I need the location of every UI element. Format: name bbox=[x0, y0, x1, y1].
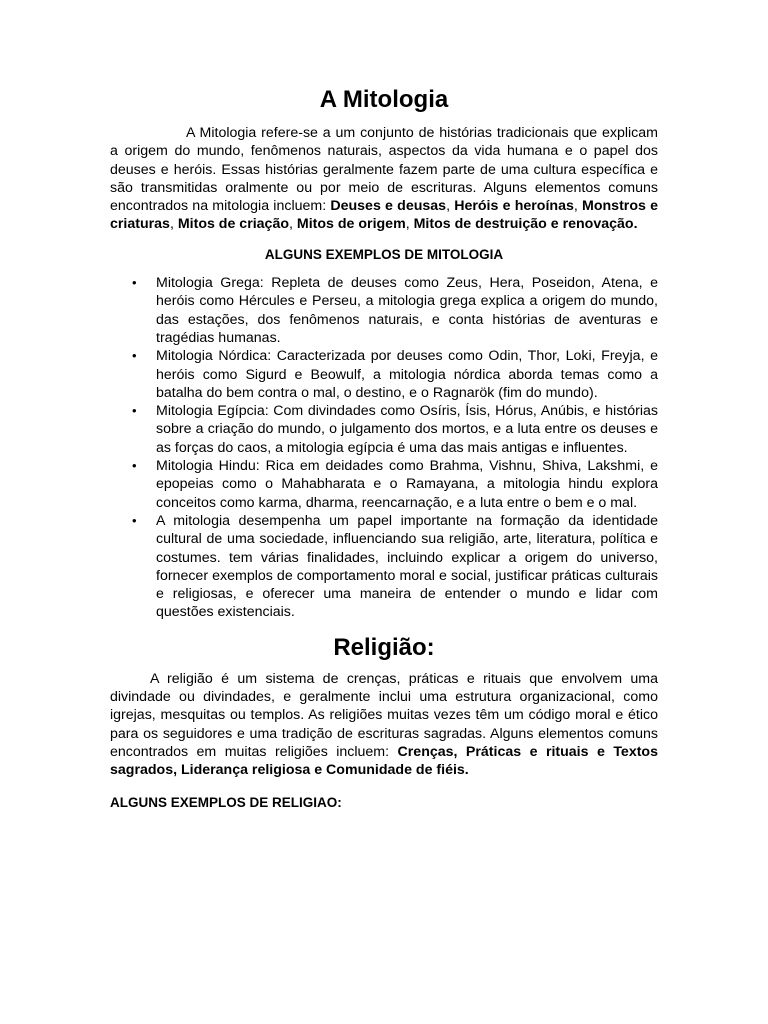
list-item bbox=[132, 402, 658, 457]
separator: , bbox=[573, 198, 583, 215]
separator: , bbox=[169, 216, 178, 233]
page-title: A Mitologia bbox=[319, 86, 449, 113]
element-mitos-criacao: Mitos de criação bbox=[177, 216, 290, 233]
separator: , bbox=[289, 216, 297, 233]
element-deuses: Deuses e deusas bbox=[330, 198, 447, 215]
list-item-text: Mitologia Hindu: Rica em deidades como Brahma, Vishnu, Shiva, Lakshmi, e epopeias como o Mahabharata e o Ramayana, a mitologia hindu explora conceitos como karma, dharma, reencarnação, e a luta entre o bem e o mal. bbox=[156, 458, 658, 511]
separator: , bbox=[446, 198, 455, 215]
list-item bbox=[132, 512, 658, 622]
mitologia-examples-list bbox=[110, 274, 658, 622]
element-herois: Heróis e heroínas bbox=[454, 198, 574, 215]
spacer bbox=[110, 622, 658, 632]
religiao-intro-paragraph bbox=[110, 670, 658, 780]
religiao-title: Religião: bbox=[333, 633, 435, 661]
religiao-examples-heading: ALGUNS EXEMPLOS DE RELIGIAO: bbox=[110, 794, 342, 810]
list-item bbox=[132, 457, 658, 512]
mitologia-examples-heading: ALGUNS EXEMPLOS DE MITOLOGIA bbox=[264, 246, 504, 262]
separator: , bbox=[405, 216, 414, 233]
bullet-icon: • bbox=[132, 275, 137, 291]
element-mitos-destruicao: Mitos de destruição e renovação. bbox=[413, 216, 638, 233]
mitologia-intro-paragraph bbox=[110, 124, 658, 234]
document-content bbox=[110, 84, 658, 812]
mitologia-intro-text: A Mitologia refere-se a um conjunto de histórias tradicionais que explicam a origem do mundo, fenômenos naturais, aspectos da vida humana e o papel dos deuses e heróis. Essas histórias geralmente fazem parte de uma cultura específica e são transmitidas oralmente ou por meio de escrituras. Alguns elementos comuns encontrados na mitologia incluem: bbox=[110, 125, 658, 215]
bullet-icon: • bbox=[132, 512, 137, 528]
list-item-text: A mitologia desempenha um papel importante na formação da identidade cultural de uma sociedade, influenciando sua religião, arte, literatura, política e costumes. tem várias finalidades, incluindo explicar a origem do universo, fornecer exemplos de comportamento moral e social, justificar práticas culturais e religiosas, e oferecer uma maneira de entender o mundo e lidar com questões existenciais. bbox=[156, 512, 658, 621]
list-item bbox=[132, 347, 658, 402]
element-mitos-origem: Mitos de origem bbox=[296, 216, 406, 233]
bullet-icon: • bbox=[132, 458, 137, 474]
religiao-elements: Crenças, Práticas e rituais e Textos sagrados, Liderança religiosa e Comunidade de fiéis. bbox=[110, 743, 658, 779]
bullet-icon: • bbox=[132, 348, 137, 364]
list-item-text: Mitologia Nórdica: Caracterizada por deuses como Odin, Thor, Loki, Freyja, e heróis como Sigurd e Beowulf, a mitologia nórdica aborda temas como a batalha do bem contra o mal, o destino, e o Ragnarök (fim do mundo). bbox=[156, 348, 658, 401]
list-item-text: Mitologia Egípcia: Com divindades como Osíris, Ísis, Hórus, Anúbis, e histórias sobre a criação do mundo, o julgamento dos mortos, e a luta entre os deuses e as forças do caos, a mitologia egípcia é uma das mais antigas e influentes. bbox=[156, 403, 658, 456]
list-item-text: Mitologia Grega: Repleta de deuses como Zeus, Hera, Poseidon, Atena, e heróis como Hércules e Perseu, a mitologia grega explica a origem do mundo, das estações, dos fenômenos naturais, e conta histórias de aventuras e tragédias humanas. bbox=[156, 275, 658, 346]
religiao-intro-text: A religião é um sistema de crenças, práticas e rituais que envolvem uma divindade ou divindades, e geralmente inclui uma estrutura organizacional, como igrejas, mesquitas ou templos. As religiões muitas vezes têm um código moral e ético para os seguidores e uma tradição de escrituras sagradas. Alguns elementos comuns encontrados em muitas religiões incluem: bbox=[110, 670, 658, 760]
bullet-icon: • bbox=[132, 403, 137, 419]
element-monstros: Monstros e criaturas bbox=[110, 198, 658, 233]
list-item bbox=[132, 274, 658, 347]
